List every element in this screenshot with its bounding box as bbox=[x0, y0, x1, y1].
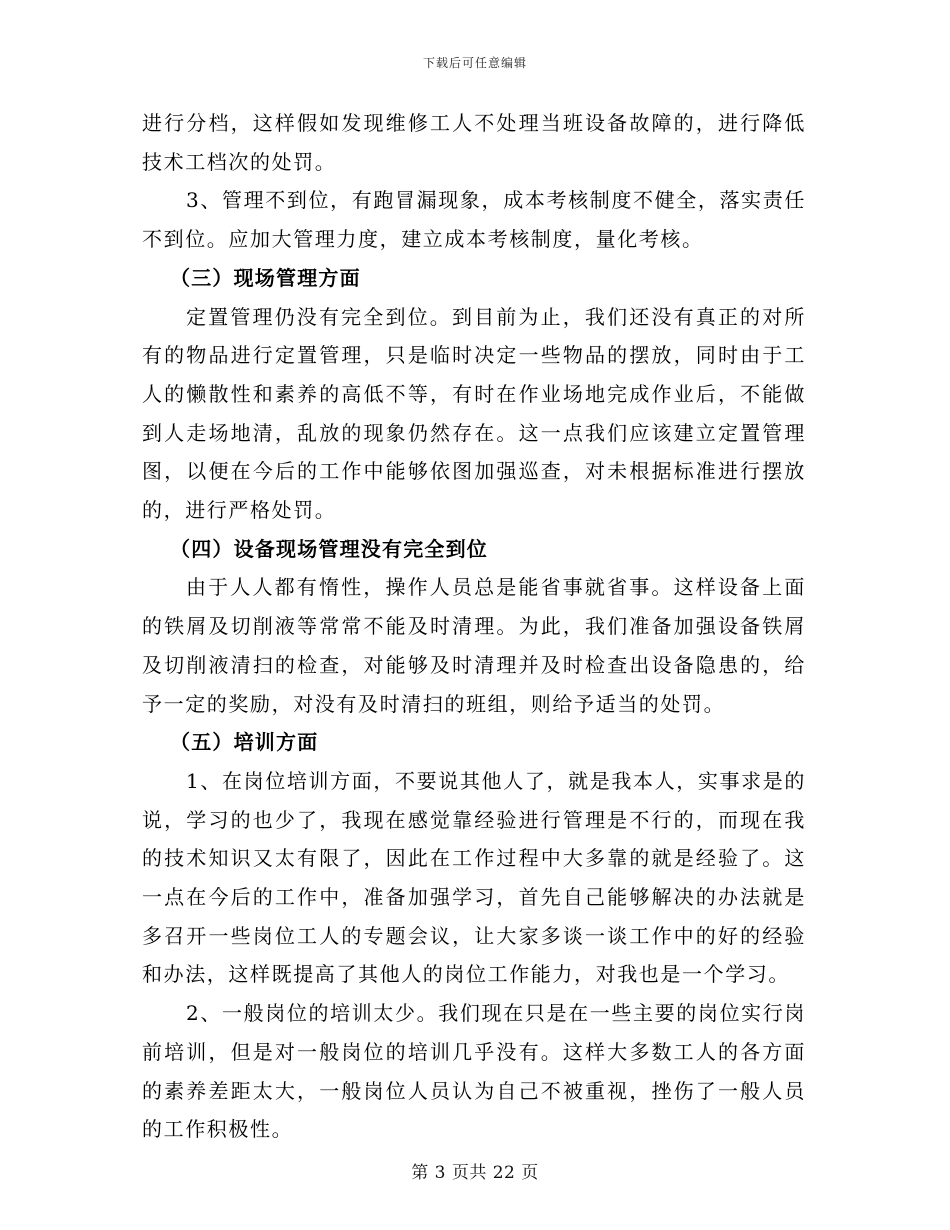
paragraph-post-training: 1、在岗位培训方面，不要说其他人了，就是我本人，实事求是的说，学习的也少了，我现在感觉靠经验进行管理是不行的，而现在我的技术知识又太有限了，因此在工作过程中大多靠的就是经验了。这一点在今后的工作中，准备加强学习，首先自己能够解决的办法就是多召开一些岗位工人的专题会议，让大家多谈一谈工作中的好的经验和办法，这样既提高了其他人的岗位工作能力，对我也是一个学习。 bbox=[142, 768, 806, 987]
paragraph-equipment-management: 由于人人都有惰性，操作人员总是能省事就省事。这样设备上面的铁屑及切削液等常常不能及时清理。为此，我们准备加强设备铁屑及切削液清扫的检查，对能够及时清理并及时检查出设备隐患的，给予一定的奖励，对没有及时清扫的班组，则给予适当的处罚。 bbox=[142, 575, 806, 716]
section-heading-training: （五）培训方面 bbox=[170, 730, 319, 755]
page-header-note: 下载后可任意编辑 bbox=[422, 56, 527, 70]
document-body bbox=[142, 104, 806, 1149]
page-number: 第 3 页共 22 页 bbox=[411, 1163, 539, 1183]
paragraph-general-training: 2、一般岗位的培训太少。我们现在只是在一些主要的岗位实行岗前培训，但是对一般岗位的培训几乎没有。这样大多数工人的各方面的素养差距太大，一般岗位人员认为自己不被重视，挫伤了一般人员的工作积极性。 bbox=[142, 1001, 806, 1142]
paragraph-continuation: 进行分档，这样假如发现维修工人不处理当班设备故障的，进行降低技术工档次的处罚。 bbox=[142, 111, 806, 174]
paragraph-site-management: 定置管理仍没有完全到位。到目前为止，我们还没有真正的对所有的物品进行定置管理，只是临时决定一些物品的摆放，同时由于工人的懒散性和素养的高低不等，有时在作业场地完成作业后，不能做到人走场地清，乱放的现象仍然存在。这一点我们应该建立定置管理图，以便在今后的工作中能够依图加强巡查，对未根据标准进行摆放的，进行严格处罚。 bbox=[142, 304, 806, 523]
paragraph-cost-management: 3、管理不到位，有跑冒漏现象，成本考核制度不健全，落实责任不到位。应加大管理力度，建立成本考核制度，量化考核。 bbox=[142, 188, 806, 252]
section-heading-site-management: （三）现场管理方面 bbox=[170, 265, 361, 290]
section-heading-equipment-management: （四）设备现场管理没有完全到位 bbox=[170, 536, 488, 561]
